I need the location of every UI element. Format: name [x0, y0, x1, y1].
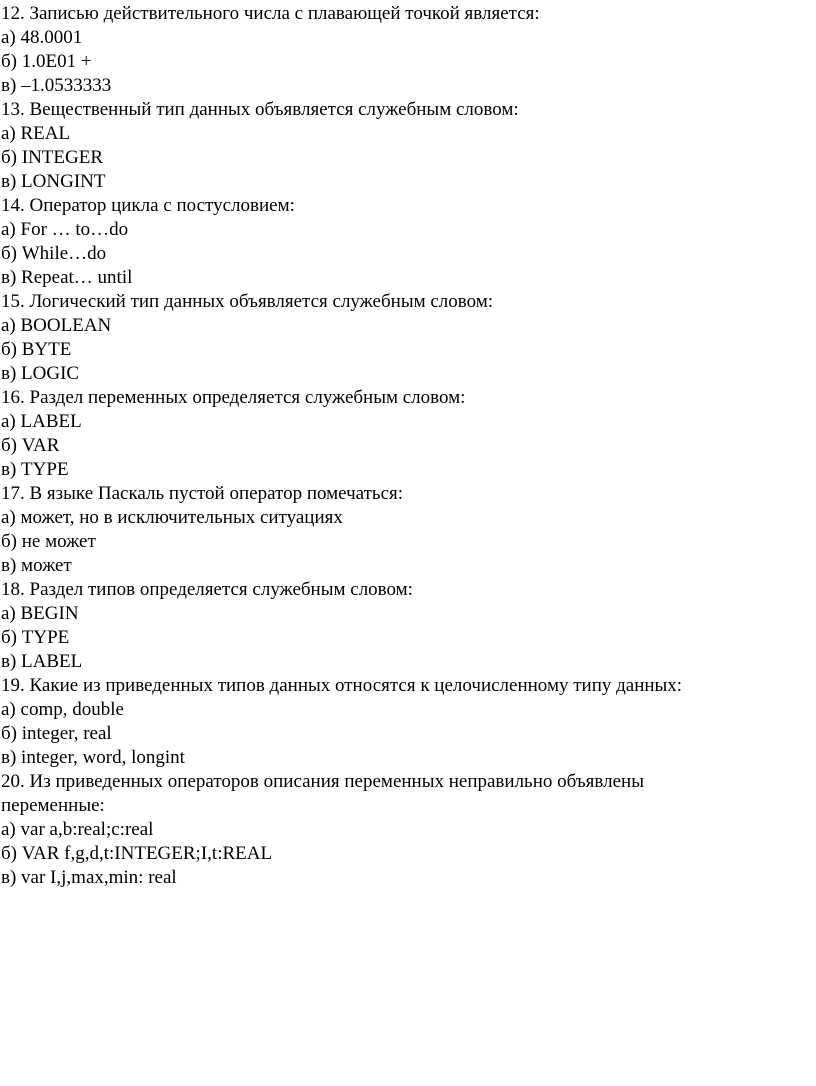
- answer-option-c: в) Repeat… until: [1, 267, 133, 288]
- answer-option-b: б) TYPE: [1, 627, 70, 648]
- question-12: [1, 2, 801, 98]
- question-text: 16. Раздел переменных определяется служебным словом:: [1, 387, 466, 408]
- question-18: [1, 578, 801, 674]
- answer-option-c: в) TYPE: [1, 459, 69, 480]
- question-text: 18. Раздел типов определяется служебным словом:: [1, 579, 413, 600]
- document-page: [1, 2, 801, 890]
- answer-option-a: а) comp, double: [1, 699, 124, 720]
- question-16: [1, 386, 801, 482]
- answer-option-a: а) LABEL: [1, 411, 82, 432]
- answer-option-b: б) INTEGER: [1, 147, 104, 168]
- answer-option-a: а) REAL: [1, 123, 71, 144]
- question-text: 20. Из приведенных операторов описания переменных неправильно объявлены переменные:: [1, 771, 644, 816]
- question-20: [1, 770, 801, 890]
- answer-option-a: а) For … to…do: [1, 219, 129, 240]
- question-text: 13. Вещественный тип данных объявляется служебным словом:: [1, 99, 519, 120]
- answer-option-a: а) 48.0001: [1, 27, 83, 48]
- question-text: 19. Какие из приведенных типов данных относятся к целочисленному типу данных:: [1, 675, 683, 696]
- answer-option-a: а) var a,b:real;c:real: [1, 819, 154, 840]
- answer-option-a: а) может, но в исключительных ситуациях: [1, 507, 343, 528]
- answer-option-b: б) integer, real: [1, 723, 112, 744]
- question-text: 17. В языке Паскаль пустой оператор помечаться:: [1, 483, 404, 504]
- answer-option-a: а) BOOLEAN: [1, 315, 112, 336]
- question-14: [1, 194, 801, 290]
- answer-option-c: в) может: [1, 555, 72, 576]
- question-text: 15. Логический тип данных объявляется служебным словом:: [1, 291, 494, 312]
- question-19: [1, 674, 801, 770]
- question-text: 12. Записью действительного числа с плавающей точкой является:: [1, 3, 540, 24]
- answer-option-c: в) LOGIC: [1, 363, 80, 384]
- answer-option-c: в) –1.0533333: [1, 75, 112, 96]
- question-15: [1, 290, 801, 386]
- answer-option-b: б) BYTE: [1, 339, 72, 360]
- answer-option-c: в) LABEL: [1, 651, 83, 672]
- question-17: [1, 482, 801, 578]
- answer-option-c: в) integer, word, longint: [1, 747, 185, 768]
- answer-option-b: б) VAR: [1, 435, 60, 456]
- answer-option-b: б) не может: [1, 531, 96, 552]
- answer-option-b: б) While…do: [1, 243, 107, 264]
- answer-option-a: а) BEGIN: [1, 603, 79, 624]
- answer-option-c: в) var I,j,max,min: real: [1, 867, 177, 888]
- question-text: 14. Оператор цикла с постусловием:: [1, 195, 295, 216]
- answer-option-b: б) 1.0E01 +: [1, 51, 92, 72]
- answer-option-c: в) LONGINT: [1, 171, 106, 192]
- question-13: [1, 98, 801, 194]
- answer-option-b: б) VAR f,g,d,t:INTEGER;I,t:REAL: [1, 843, 273, 864]
